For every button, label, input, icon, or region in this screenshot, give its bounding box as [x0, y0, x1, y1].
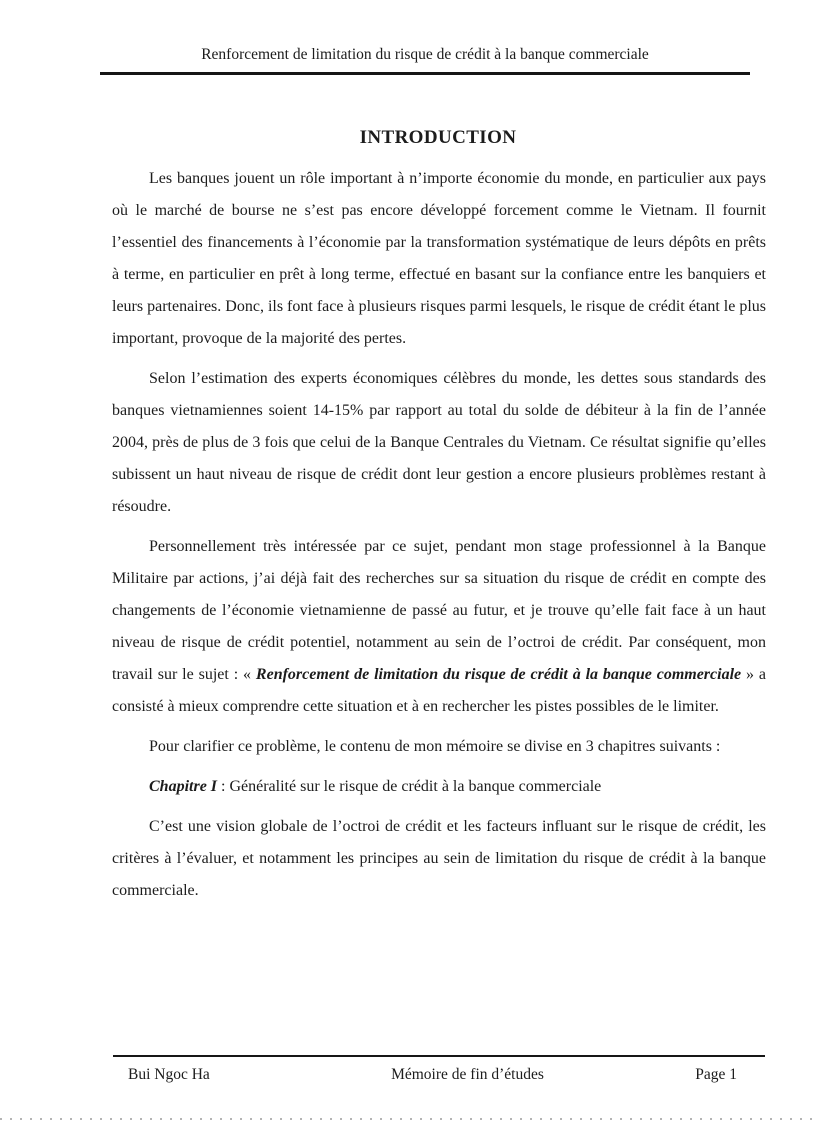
- running-header-title: Renforcement de limitation du risque de crédit à la banque commerciale: [201, 46, 649, 63]
- running-header: [100, 46, 750, 75]
- paragraph: [112, 811, 766, 907]
- paragraph: [112, 531, 766, 723]
- text-run: Selon l’estimation des experts économiques célèbres du monde, les dettes sous standards des banques vietnamiennes soient 14-15% par rapport au total du solde de débiteur à la fin de l’année 2004, près de plus de 3 fois que celui de la Banque Centrales du Vietnam. Ce résultat signifie qu’elles subissent un haut niveau de risque de crédit dont leur gestion a encore plusieurs problèmes restant à résoudre.: [112, 370, 766, 515]
- emphasized-text-run: Chapitre I: [149, 778, 218, 795]
- document-body: [112, 163, 766, 915]
- text-run: C’est une vision globale de l’octroi de crédit et les facteurs influant sur le risque de crédit, les critères à l’évaluer, et notamment les principes au sein de limitation du risque de crédit à la banque commerciale.: [112, 818, 766, 899]
- text-run: » a consisté à mieux comprendre cette situation et à en rechercher les pistes possibles de le limiter.: [112, 666, 767, 715]
- text-run: Pour clarifier ce problème, le contenu de mon mémoire se divise en 3 chapitres suivants :: [149, 738, 721, 755]
- footer-document-type: Mémoire de fin d’études: [391, 1066, 544, 1083]
- text-run: Personnellement très intéressée par ce sujet, pendant mon stage professionnel à la Banque Militaire par actions, j’ai déjà fait des recherches sur sa situation du risque de crédit en compte des changements de l’économie vietnamienne de passé au futur, et je trouve qu’elle fait face à un haut niveau de risque de crédit potentiel, notamment au sein de l’octroi de crédit. Par conséquent, mon travail sur le sujet : «: [112, 538, 766, 683]
- text-run: Les banques jouent un rôle important à n’importe économie du monde, en particulier aux pays où le marché de bourse ne s’est pas encore développé forcement comme le Vietnam. Il fournit l’essentiel des financements à l’économie par la transformation systématique de leurs dépôts en prêts à terme, en particulier en prêt à long terme, effectué en basant sur la confiance entre les banquiers et leurs partenaires. Donc, ils font face à plusieurs risques parmi lesquels, le risque de crédit étant le plus important, provoque de la majorité des pertes.: [112, 170, 767, 347]
- page-boundary-dotted-line: [0, 1118, 816, 1120]
- text-run: : Généralité sur le risque de crédit à la banque commerciale: [217, 778, 602, 795]
- paragraph: [112, 163, 766, 355]
- running-footer: [113, 1055, 765, 1084]
- footer-page-number: Page 1: [695, 1066, 737, 1083]
- footer-author: Bui Ngoc Ha: [128, 1066, 210, 1083]
- paragraph: [112, 363, 766, 523]
- paragraph: [112, 731, 766, 763]
- paragraph: [112, 771, 766, 803]
- page-title: INTRODUCTION: [359, 127, 517, 148]
- emphasized-text-run: Renforcement de limitation du risque de crédit à la banque commerciale: [255, 666, 742, 683]
